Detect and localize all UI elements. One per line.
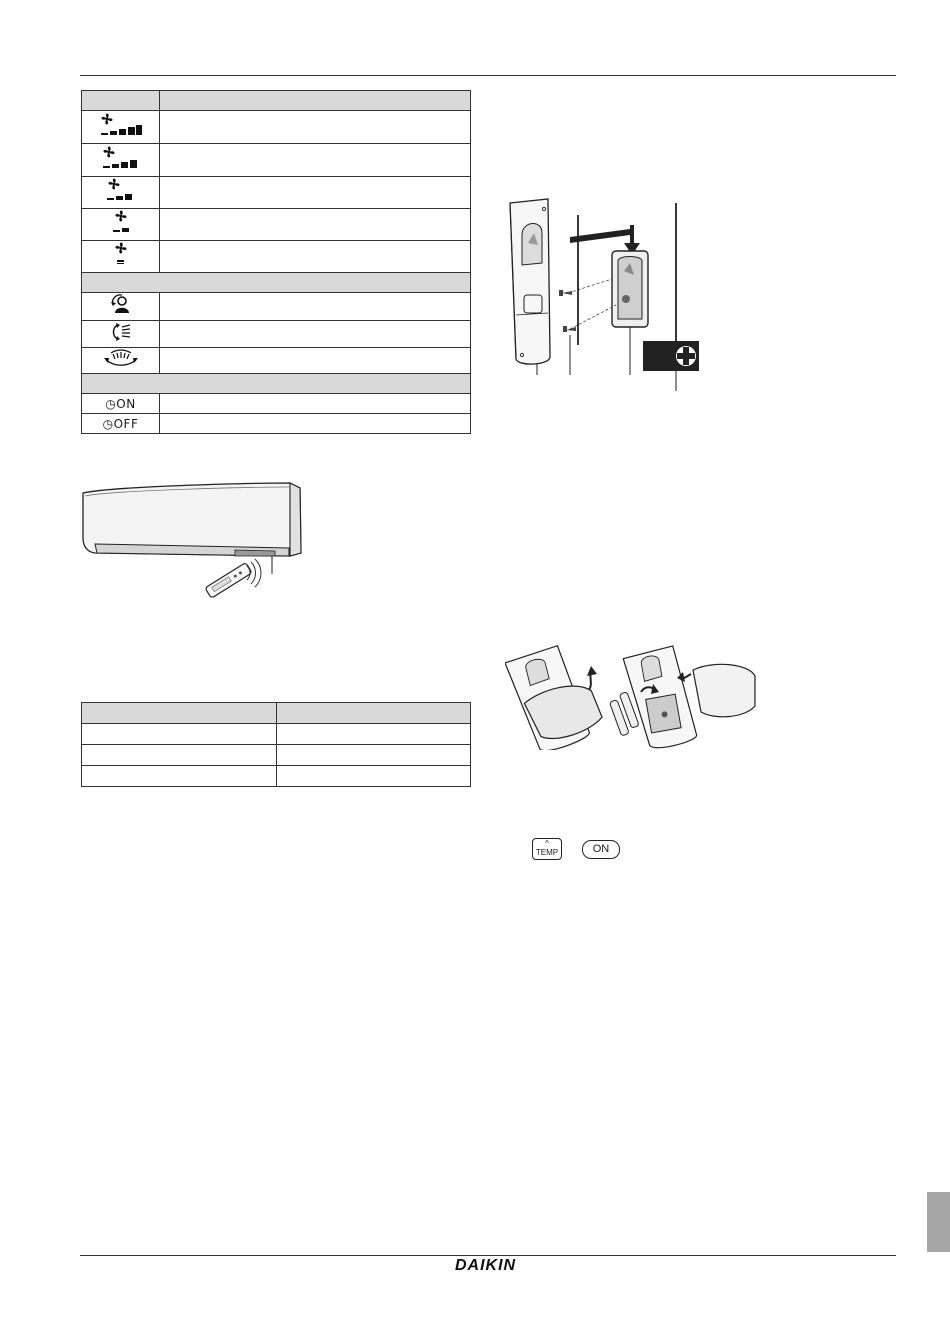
table-cell bbox=[277, 724, 471, 745]
timer-on-description bbox=[160, 394, 471, 414]
remote-holder-illustration bbox=[500, 195, 710, 395]
table-cell bbox=[82, 724, 277, 745]
timer-off-description bbox=[160, 414, 471, 434]
horizontal-swing-icon bbox=[82, 348, 160, 374]
table-cell bbox=[277, 766, 471, 787]
icon-table-header-right bbox=[160, 91, 471, 111]
info-table-header-2 bbox=[277, 703, 471, 724]
vertical-swing-icon bbox=[82, 321, 160, 348]
temp-button-label: TEMP bbox=[535, 848, 559, 857]
fan-speed-3-icon bbox=[82, 177, 160, 209]
table-row bbox=[82, 724, 471, 745]
fan-speed-3-description bbox=[160, 177, 471, 209]
on-button[interactable]: ON bbox=[582, 840, 620, 859]
vertical-swing-description bbox=[160, 321, 471, 348]
table-row bbox=[82, 745, 471, 766]
table-cell bbox=[82, 766, 277, 787]
indoor-unit-illustration bbox=[75, 478, 310, 608]
fan-speed-5-description bbox=[160, 111, 471, 144]
fan-speed-4-description bbox=[160, 144, 471, 177]
fan-speed-4-icon bbox=[82, 144, 160, 177]
icon-table-header-left bbox=[82, 91, 160, 111]
info-table-header-1 bbox=[82, 703, 277, 724]
header-rule bbox=[80, 75, 896, 76]
clock-icon: ◷ bbox=[102, 416, 114, 431]
fan-speed-2-description bbox=[160, 209, 471, 241]
comfort-airflow-description bbox=[160, 293, 471, 321]
fan-speed-2-icon bbox=[82, 209, 160, 241]
timer-off-icon bbox=[82, 414, 160, 434]
timer-off-label: OFF bbox=[113, 416, 139, 431]
icon-table-group-1 bbox=[82, 273, 471, 293]
icon-table bbox=[81, 90, 471, 434]
daikin-logo: DAIKIN bbox=[455, 1257, 517, 1274]
timer-on-label: ON bbox=[116, 396, 136, 411]
footer-rule bbox=[80, 1255, 896, 1256]
icon-table-group-2 bbox=[82, 374, 471, 394]
clock-icon: ◷ bbox=[105, 396, 117, 411]
table-cell bbox=[82, 745, 277, 766]
fan-speed-1-description bbox=[160, 241, 471, 273]
table-row bbox=[82, 766, 471, 787]
temp-up-button[interactable] bbox=[532, 838, 562, 860]
table-cell bbox=[277, 745, 471, 766]
fan-speed-5-icon bbox=[82, 111, 160, 144]
fan-speed-1-icon bbox=[82, 241, 160, 273]
comfort-airflow-icon bbox=[82, 293, 160, 321]
timer-on-icon bbox=[82, 394, 160, 414]
horizontal-swing-description bbox=[160, 348, 471, 374]
chevron-up-icon: ^ bbox=[545, 839, 549, 848]
info-table bbox=[81, 702, 471, 787]
side-tab bbox=[927, 1192, 950, 1252]
battery-install-illustration bbox=[505, 640, 765, 750]
